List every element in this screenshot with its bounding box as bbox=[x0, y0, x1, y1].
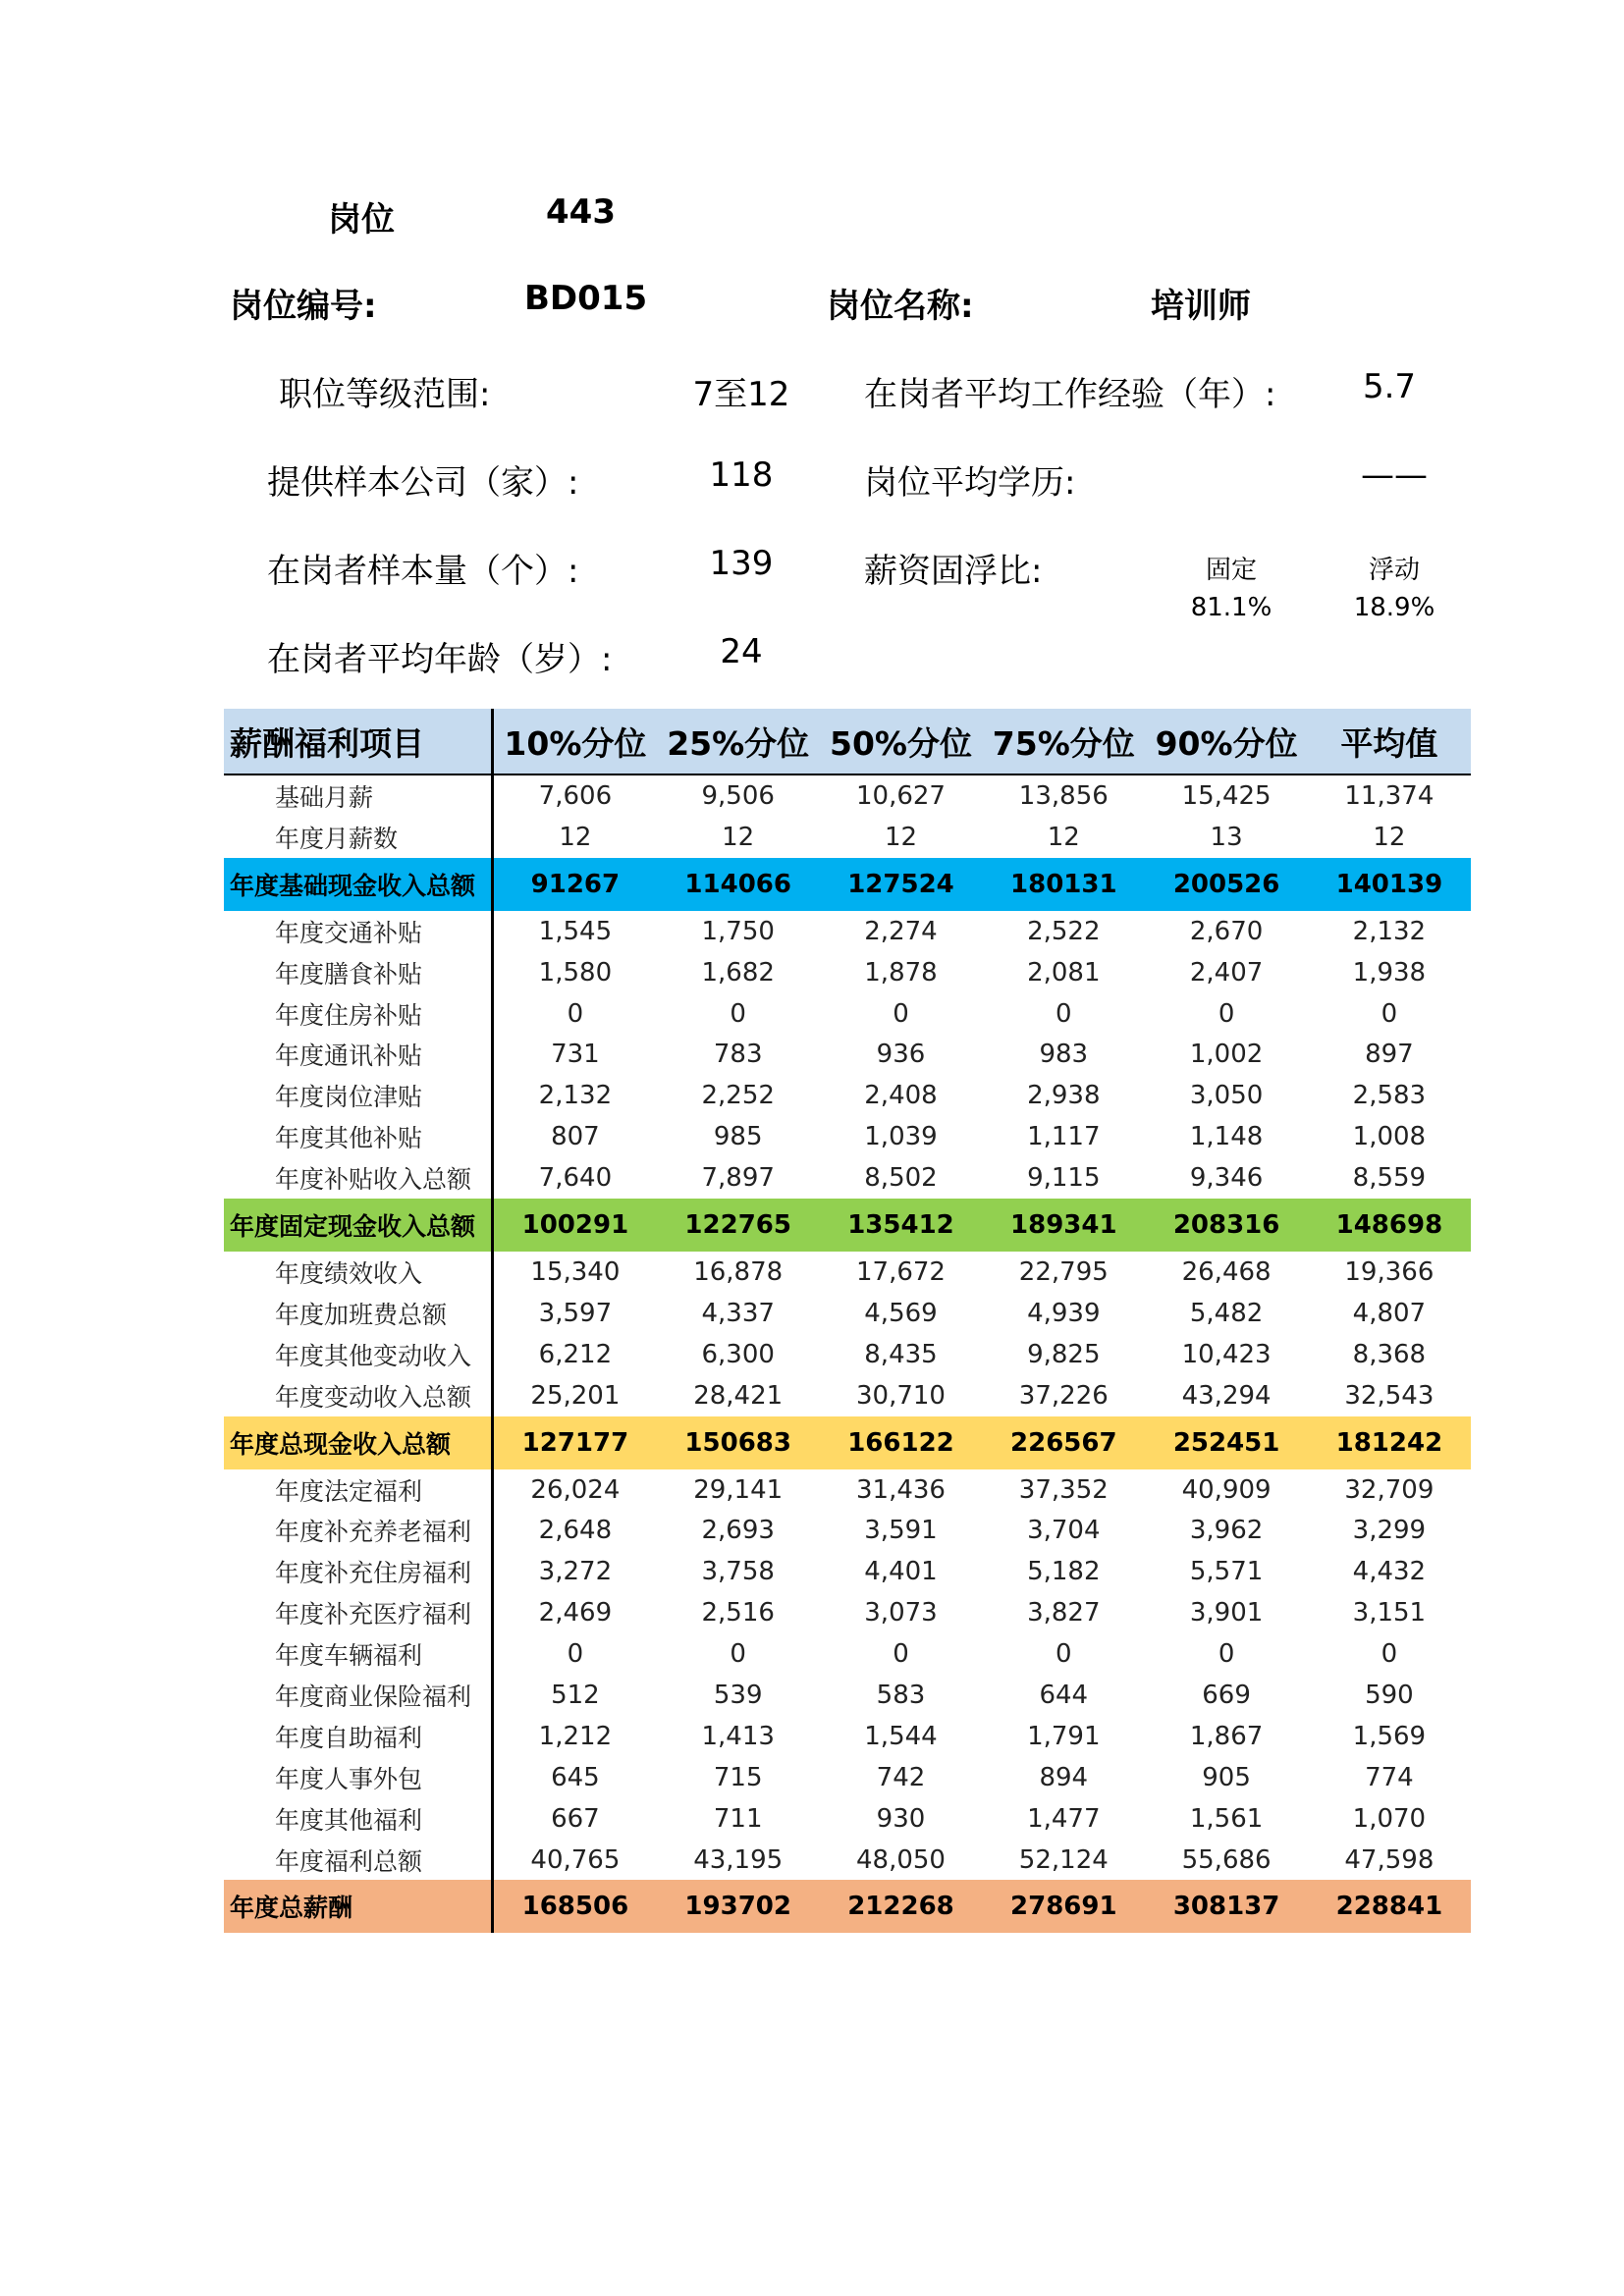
row-value: 4,337 bbox=[701, 1298, 775, 1328]
row-value: 47,598 bbox=[1344, 1844, 1435, 1875]
experience-value: 5.7 bbox=[1362, 367, 1417, 406]
row-value: 12 bbox=[559, 822, 592, 852]
row-value: 1,039 bbox=[864, 1122, 938, 1152]
row-value: 0 bbox=[893, 1639, 909, 1670]
float-caption: 浮动 bbox=[1368, 556, 1420, 585]
row-value: 3,827 bbox=[1027, 1598, 1101, 1629]
row-value: 6,300 bbox=[701, 1339, 775, 1369]
row-value: 122765 bbox=[684, 1210, 791, 1241]
row-value: 91267 bbox=[530, 869, 621, 899]
row-value: 19,366 bbox=[1344, 1256, 1435, 1287]
row-value: 1,544 bbox=[864, 1721, 938, 1751]
table-row bbox=[224, 1116, 1471, 1157]
row-value: 7,640 bbox=[538, 1163, 613, 1194]
row-value: 3,272 bbox=[538, 1557, 613, 1587]
row-value: 200526 bbox=[1172, 869, 1280, 899]
table-total-row bbox=[224, 1880, 1471, 1933]
row-label: 年度其他变动收入 bbox=[224, 1334, 494, 1375]
position-value: 443 bbox=[546, 192, 616, 232]
row-value: 0 bbox=[1056, 1639, 1072, 1670]
row-label: 年度车辆福利 bbox=[224, 1633, 494, 1675]
table-row bbox=[224, 1798, 1471, 1840]
row-label: 年度补充养老福利 bbox=[224, 1510, 494, 1551]
row-value: 37,352 bbox=[1018, 1474, 1109, 1505]
row-value: 1,580 bbox=[538, 957, 613, 988]
row-value: 7,606 bbox=[538, 780, 613, 811]
fixed-caption: 固定 bbox=[1205, 556, 1257, 585]
companies-value: 118 bbox=[709, 455, 774, 495]
float-value: 18.9% bbox=[1353, 593, 1435, 622]
row-value: 43,294 bbox=[1181, 1380, 1272, 1411]
row-value: 3,901 bbox=[1189, 1598, 1264, 1629]
row-value: 0 bbox=[893, 998, 909, 1029]
row-value: 7,897 bbox=[701, 1163, 775, 1194]
row-value: 1,148 bbox=[1189, 1122, 1264, 1152]
column-header-p90: 90%分位 bbox=[1155, 723, 1298, 763]
row-value: 1,682 bbox=[701, 957, 775, 988]
table-row bbox=[224, 1252, 1471, 1293]
row-value: 37,226 bbox=[1018, 1380, 1109, 1411]
row-value: 4,569 bbox=[864, 1298, 938, 1328]
row-value: 3,597 bbox=[538, 1298, 613, 1328]
row-value: 0 bbox=[730, 1639, 746, 1670]
row-value: 40,765 bbox=[530, 1844, 621, 1875]
row-value: 897 bbox=[1365, 1040, 1414, 1070]
row-label: 年度基础现金收入总额 bbox=[224, 858, 494, 911]
row-value: 12 bbox=[722, 822, 755, 852]
row-value: 181242 bbox=[1335, 1427, 1443, 1458]
salary-table bbox=[224, 709, 1471, 1933]
code-value: BD015 bbox=[524, 279, 648, 318]
row-value: 8,368 bbox=[1352, 1339, 1427, 1369]
row-value: 278691 bbox=[1010, 1892, 1117, 1922]
row-value: 43,195 bbox=[693, 1844, 784, 1875]
row-value: 12 bbox=[1373, 822, 1406, 852]
row-value: 2,938 bbox=[1027, 1081, 1101, 1111]
row-value: 127524 bbox=[847, 869, 954, 899]
row-value: 228841 bbox=[1335, 1892, 1443, 1922]
row-label: 年度月薪数 bbox=[224, 817, 494, 858]
row-value: 669 bbox=[1202, 1680, 1251, 1710]
row-value: 2,132 bbox=[1352, 916, 1427, 946]
row-value: 4,401 bbox=[864, 1557, 938, 1587]
row-value: 9,346 bbox=[1189, 1163, 1264, 1194]
row-value: 711 bbox=[713, 1803, 763, 1834]
row-value: 100291 bbox=[521, 1210, 629, 1241]
row-value: 3,299 bbox=[1352, 1516, 1427, 1546]
row-value: 3,758 bbox=[701, 1557, 775, 1587]
row-label: 年度其他福利 bbox=[224, 1798, 494, 1840]
row-value: 1,867 bbox=[1189, 1721, 1264, 1751]
age-value: 24 bbox=[720, 632, 763, 671]
row-value: 1,117 bbox=[1027, 1122, 1101, 1152]
row-value: 644 bbox=[1039, 1680, 1089, 1710]
row-value: 1,878 bbox=[864, 957, 938, 988]
row-value: 31,436 bbox=[856, 1474, 946, 1505]
row-value: 5,482 bbox=[1189, 1298, 1264, 1328]
row-value: 17,672 bbox=[856, 1256, 946, 1287]
row-value: 936 bbox=[876, 1040, 926, 1070]
row-value: 2,693 bbox=[701, 1516, 775, 1546]
row-value: 1,750 bbox=[701, 916, 775, 946]
row-value: 8,502 bbox=[864, 1163, 938, 1194]
row-value: 742 bbox=[876, 1762, 926, 1792]
table-row bbox=[224, 1840, 1471, 1881]
table-row bbox=[224, 1034, 1471, 1075]
table-row bbox=[224, 1075, 1471, 1116]
row-value: 3,151 bbox=[1352, 1598, 1427, 1629]
row-value: 2,670 bbox=[1189, 916, 1264, 946]
row-value: 731 bbox=[551, 1040, 600, 1070]
row-value: 1,569 bbox=[1352, 1721, 1427, 1751]
row-value: 3,591 bbox=[864, 1516, 938, 1546]
row-value: 5,182 bbox=[1027, 1557, 1101, 1587]
table-row bbox=[224, 1716, 1471, 1757]
row-value: 166122 bbox=[847, 1427, 954, 1458]
row-value: 140139 bbox=[1335, 869, 1443, 899]
ratio-label: 薪资固浮比: bbox=[864, 552, 1043, 591]
row-label: 年度住房补贴 bbox=[224, 993, 494, 1035]
age-label: 在岗者平均年龄（岁）: bbox=[267, 640, 613, 679]
row-value: 189341 bbox=[1010, 1210, 1117, 1241]
row-value: 905 bbox=[1202, 1762, 1251, 1792]
table-row bbox=[224, 1510, 1471, 1551]
code-label: 岗位编号: bbox=[230, 287, 377, 326]
row-value: 55,686 bbox=[1181, 1844, 1272, 1875]
row-label: 年度补贴收入总额 bbox=[224, 1157, 494, 1199]
row-label: 年度通讯补贴 bbox=[224, 1034, 494, 1075]
column-header-item: 薪酬福利项目 bbox=[224, 709, 494, 774]
column-header-p10: 10%分位 bbox=[504, 723, 647, 763]
name-value: 培训师 bbox=[1151, 287, 1251, 326]
row-value: 2,274 bbox=[864, 916, 938, 946]
row-value: 30,710 bbox=[856, 1380, 946, 1411]
table-row bbox=[224, 817, 1471, 858]
row-label: 年度交通补贴 bbox=[224, 911, 494, 952]
fixed-value: 81.1% bbox=[1190, 593, 1272, 622]
companies-label: 提供样本公司（家）: bbox=[267, 463, 579, 503]
row-value: 1,938 bbox=[1352, 957, 1427, 988]
table-row bbox=[224, 1334, 1471, 1375]
experience-label: 在岗者平均工作经验（年）: bbox=[864, 375, 1276, 414]
row-label: 年度补充医疗福利 bbox=[224, 1592, 494, 1633]
row-label: 年度变动收入总额 bbox=[224, 1375, 494, 1416]
row-value: 29,141 bbox=[693, 1474, 784, 1505]
row-label: 年度商业保险福利 bbox=[224, 1675, 494, 1716]
row-value: 1,477 bbox=[1027, 1803, 1101, 1834]
table-row bbox=[224, 1633, 1471, 1675]
row-label: 年度岗位津贴 bbox=[224, 1075, 494, 1116]
column-header-p75: 75%分位 bbox=[992, 723, 1135, 763]
column-header-p25: 25%分位 bbox=[667, 723, 810, 763]
table-total-row bbox=[224, 1199, 1471, 1252]
row-value: 48,050 bbox=[856, 1844, 946, 1875]
row-value: 0 bbox=[1056, 998, 1072, 1029]
table-row bbox=[224, 1551, 1471, 1592]
row-value: 0 bbox=[1380, 1639, 1398, 1670]
row-value: 40,909 bbox=[1181, 1474, 1272, 1505]
row-value: 1,791 bbox=[1027, 1721, 1101, 1751]
row-value: 1,561 bbox=[1189, 1803, 1264, 1834]
row-value: 0 bbox=[1380, 998, 1398, 1029]
row-value: 8,435 bbox=[864, 1339, 938, 1369]
row-value: 583 bbox=[876, 1680, 926, 1710]
row-value: 930 bbox=[876, 1803, 926, 1834]
row-value: 783 bbox=[713, 1040, 763, 1070]
table-row bbox=[224, 1592, 1471, 1633]
row-value: 13 bbox=[1210, 822, 1243, 852]
row-value: 32,543 bbox=[1344, 1380, 1435, 1411]
row-value: 180131 bbox=[1010, 869, 1117, 899]
row-value: 3,962 bbox=[1189, 1516, 1264, 1546]
row-value: 15,425 bbox=[1181, 780, 1272, 811]
row-value: 9,825 bbox=[1027, 1339, 1101, 1369]
table-total-row bbox=[224, 858, 1471, 911]
name-label: 岗位名称: bbox=[827, 287, 974, 326]
row-value: 127177 bbox=[521, 1427, 629, 1458]
table-body bbox=[224, 775, 1471, 1933]
row-value: 4,432 bbox=[1352, 1557, 1427, 1587]
row-value: 308137 bbox=[1172, 1892, 1280, 1922]
row-value: 135412 bbox=[847, 1210, 954, 1241]
row-value: 512 bbox=[551, 1680, 600, 1710]
row-label: 年度膳食补贴 bbox=[224, 952, 494, 993]
row-value: 168506 bbox=[521, 1892, 629, 1922]
row-value: 226567 bbox=[1010, 1427, 1117, 1458]
row-value: 3,050 bbox=[1189, 1081, 1264, 1111]
row-label: 年度其他补贴 bbox=[224, 1116, 494, 1157]
row-value: 539 bbox=[713, 1680, 763, 1710]
row-value: 25,201 bbox=[530, 1380, 621, 1411]
table-row bbox=[224, 1157, 1471, 1199]
row-value: 715 bbox=[713, 1762, 763, 1792]
samples-label: 在岗者样本量（个）: bbox=[267, 552, 579, 591]
samples-value: 139 bbox=[709, 544, 774, 583]
table-total-row bbox=[224, 1416, 1471, 1469]
grade-value: 7至12 bbox=[692, 375, 790, 414]
row-value: 985 bbox=[713, 1122, 763, 1152]
row-value: 894 bbox=[1039, 1762, 1089, 1792]
row-value: 52,124 bbox=[1018, 1844, 1109, 1875]
row-value: 22,795 bbox=[1018, 1256, 1109, 1287]
row-value: 15,340 bbox=[530, 1256, 621, 1287]
row-value: 1,413 bbox=[701, 1721, 775, 1751]
row-value: 0 bbox=[567, 1639, 584, 1670]
row-value: 0 bbox=[1218, 998, 1235, 1029]
row-value: 16,878 bbox=[693, 1256, 784, 1287]
table-row bbox=[224, 993, 1471, 1035]
row-value: 208316 bbox=[1172, 1210, 1280, 1241]
column-header-p50: 50%分位 bbox=[829, 723, 972, 763]
table-row bbox=[224, 1469, 1471, 1511]
row-value: 9,115 bbox=[1027, 1163, 1101, 1194]
table-row bbox=[224, 911, 1471, 952]
row-value: 0 bbox=[730, 998, 746, 1029]
row-label: 年度人事外包 bbox=[224, 1757, 494, 1798]
row-label: 年度福利总额 bbox=[224, 1840, 494, 1881]
row-value: 590 bbox=[1365, 1680, 1414, 1710]
row-value: 667 bbox=[551, 1803, 600, 1834]
row-value: 10,627 bbox=[856, 780, 946, 811]
row-value: 1,002 bbox=[1189, 1040, 1264, 1070]
column-header-average: 平均值 bbox=[1340, 723, 1438, 763]
table-row bbox=[224, 1293, 1471, 1334]
row-value: 774 bbox=[1365, 1762, 1414, 1792]
table-row bbox=[224, 1375, 1471, 1416]
row-label: 年度总薪酬 bbox=[224, 1880, 494, 1933]
table-row bbox=[224, 775, 1471, 817]
table-header-row bbox=[224, 709, 1471, 775]
row-label: 年度自助福利 bbox=[224, 1716, 494, 1757]
row-value: 26,468 bbox=[1181, 1256, 1272, 1287]
row-value: 148698 bbox=[1335, 1210, 1443, 1241]
table-row bbox=[224, 1757, 1471, 1798]
row-label: 年度补充住房福利 bbox=[224, 1551, 494, 1592]
row-value: 1,070 bbox=[1352, 1803, 1427, 1834]
row-value: 2,081 bbox=[1027, 957, 1101, 988]
row-value: 252451 bbox=[1172, 1427, 1280, 1458]
row-value: 4,807 bbox=[1352, 1298, 1427, 1328]
row-value: 0 bbox=[567, 998, 584, 1029]
row-value: 5,571 bbox=[1189, 1557, 1264, 1587]
row-value: 9,506 bbox=[701, 780, 775, 811]
row-value: 807 bbox=[551, 1122, 600, 1152]
row-value: 3,073 bbox=[864, 1598, 938, 1629]
row-value: 28,421 bbox=[693, 1380, 784, 1411]
row-value: 12 bbox=[1047, 822, 1080, 852]
education-value: —— bbox=[1361, 455, 1428, 495]
row-value: 2,516 bbox=[701, 1598, 775, 1629]
row-value: 13,856 bbox=[1018, 780, 1109, 811]
row-value: 26,024 bbox=[530, 1474, 621, 1505]
row-value: 2,408 bbox=[864, 1081, 938, 1111]
row-value: 150683 bbox=[684, 1427, 791, 1458]
grade-label: 职位等级范围: bbox=[279, 375, 491, 414]
row-value: 1,008 bbox=[1352, 1122, 1427, 1152]
row-value: 3,704 bbox=[1027, 1516, 1101, 1546]
row-label: 年度总现金收入总额 bbox=[224, 1416, 494, 1469]
row-label: 年度固定现金收入总额 bbox=[224, 1199, 494, 1252]
row-value: 983 bbox=[1039, 1040, 1089, 1070]
row-value: 2,407 bbox=[1189, 957, 1264, 988]
table-row bbox=[224, 952, 1471, 993]
table-row bbox=[224, 1675, 1471, 1716]
row-label: 年度绩效收入 bbox=[224, 1252, 494, 1293]
row-value: 10,423 bbox=[1181, 1339, 1272, 1369]
row-label: 年度加班费总额 bbox=[224, 1293, 494, 1334]
row-value: 212268 bbox=[847, 1892, 954, 1922]
row-value: 1,212 bbox=[538, 1721, 613, 1751]
row-value: 11,374 bbox=[1344, 780, 1435, 811]
row-value: 114066 bbox=[684, 869, 791, 899]
row-value: 6,212 bbox=[538, 1339, 613, 1369]
row-label: 年度法定福利 bbox=[224, 1469, 494, 1511]
row-value: 193702 bbox=[684, 1892, 791, 1922]
row-value: 2,132 bbox=[538, 1081, 613, 1111]
row-value: 32,709 bbox=[1344, 1474, 1435, 1505]
education-label: 岗位平均学历: bbox=[864, 463, 1076, 503]
row-value: 2,252 bbox=[701, 1081, 775, 1111]
position-label: 岗位 bbox=[328, 200, 395, 240]
row-value: 645 bbox=[551, 1762, 600, 1792]
row-value: 2,583 bbox=[1352, 1081, 1427, 1111]
row-value: 8,559 bbox=[1352, 1163, 1427, 1194]
row-label: 基础月薪 bbox=[224, 775, 494, 817]
row-value: 2,648 bbox=[538, 1516, 613, 1546]
row-value: 12 bbox=[884, 822, 918, 852]
row-value: 0 bbox=[1218, 1639, 1235, 1670]
row-value: 2,469 bbox=[538, 1598, 613, 1629]
row-value: 1,545 bbox=[538, 916, 613, 946]
row-value: 2,522 bbox=[1027, 916, 1101, 946]
row-value: 4,939 bbox=[1027, 1298, 1101, 1328]
